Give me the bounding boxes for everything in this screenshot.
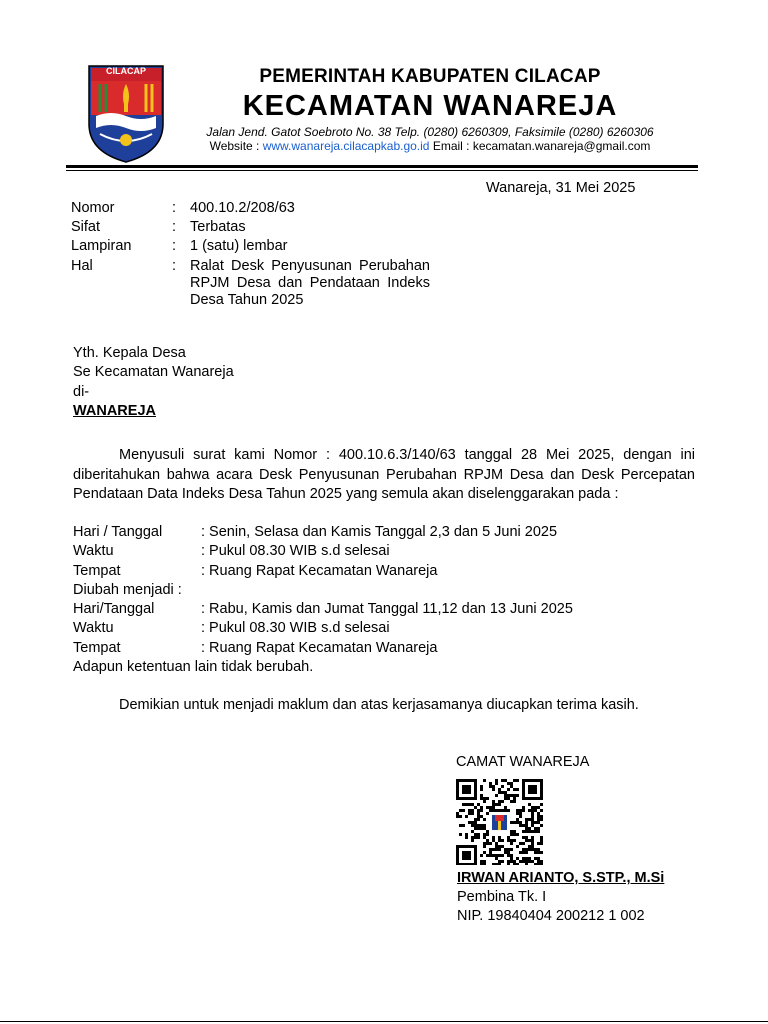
email-text: Email : kecamatan.wanareja@gmail.com [429,139,651,153]
letter-date: Wanareja, 31 Mei 2025 [486,180,636,196]
hal-colon: : [172,258,177,274]
changed-place-label: Tempat [73,640,121,656]
body-paragraph: Menyusuli surat kami Nomor : 400.10.6.3/140/63 tanggal 28 Mei 2025, dengan ini diberitahukan bahwa acara Desk Penyusunan Perubahan RPJM Desa dan Desk Percepatan Pendataan Data Indeks Desa Tahun 2025 yang semula akan diselenggarakan pada : [73,447,695,502]
changed-time-value: : Pukul 08.30 WIB s.d selesai [201,620,390,636]
letterhead-divider-thin [66,170,698,171]
recipient-line-3: di- [73,384,90,400]
logo-label: CILACAP [106,66,146,76]
nomor-colon: : [172,200,177,216]
changed-heading: Diubah menjadi : [73,582,182,598]
nomor-value: 400.10.2/208/63 [190,200,295,216]
original-place-label: Tempat [73,563,121,579]
lampiran-colon: : [172,238,177,254]
recipient-place: WANAREJA [73,403,156,419]
sifat-value: Terbatas [190,219,246,235]
hal-value: Ralat Desk Penyusunan Perubahan RPJM Desa dan Pendataan Indeks Desa Tahun 2025 [190,258,430,308]
website-link[interactable]: www.wanareja.cilacapkab.go.id [262,139,430,153]
closing-sentence: Demikian untuk menjadi maklum dan atas kerjasamanya diucapkan terima kasih. [119,697,639,713]
original-time-value: : Pukul 08.30 WIB s.d selesai [201,543,390,559]
contact-line [190,139,670,153]
lampiran-value: 1 (satu) lembar [190,238,288,254]
signer-nip: NIP. 19840404 200212 1 002 [457,908,645,924]
letterhead-divider [66,165,698,168]
original-place-value: : Ruang Rapat Kecamatan Wanareja [201,563,438,579]
government-title: PEMERINTAH KABUPATEN CILACAP [259,66,601,87]
signer-rank: Pembina Tk. I [457,889,547,905]
signer-name: IRWAN ARIANTO, S.STP., M.Si [457,870,665,886]
changed-place-value: : Ruang Rapat Kecamatan Wanareja [201,640,438,656]
website-label: Website : [209,139,263,153]
qr-code-icon [456,779,544,865]
original-day-value: : Senin, Selasa dan Kamis Tanggal 2,3 dan 5 Juni 2025 [201,524,558,540]
page-bottom-line [0,1021,768,1022]
original-day-label: Hari / Tanggal [73,524,163,540]
other-terms: Adapun ketentuan lain tidak berubah. [73,659,314,675]
lampiran-label: Lampiran [71,238,132,254]
changed-time-label: Waktu [73,620,114,636]
district-title: KECAMATAN WANAREJA [242,90,618,122]
regency-logo [86,64,166,164]
nomor-label: Nomor [71,200,115,216]
recipient-line-2: Se Kecamatan Wanareja [73,364,234,380]
changed-day-label: Hari/Tanggal [73,601,155,617]
sifat-label: Sifat [71,219,101,235]
original-time-label: Waktu [73,543,114,559]
hal-label: Hal [71,258,93,274]
changed-day-value: : Rabu, Kamis dan Jumat Tanggal 11,12 dan 13 Juni 2025 [201,601,573,617]
recipient-line-1: Yth. Kepala Desa [73,345,186,361]
sifat-colon: : [172,219,177,235]
address-line: Jalan Jend. Gatot Soebroto No. 38 Telp. (0280) 6260309, Faksimile (0280) 6260306 [206,125,654,139]
signer-title: CAMAT WANAREJA [456,754,590,770]
